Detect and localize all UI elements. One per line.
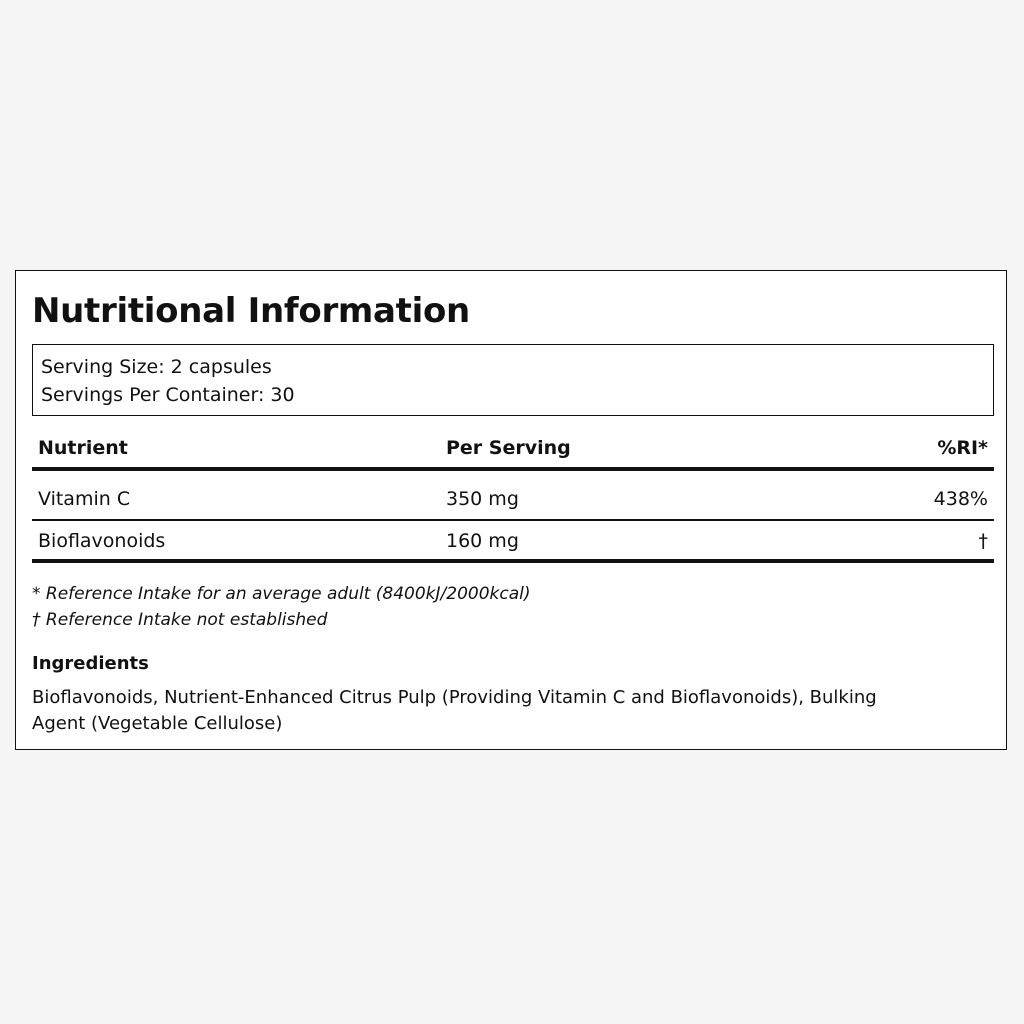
table-row [32,483,994,519]
serving-info-box [32,344,994,416]
nutrient-amount: 160 mg [446,529,519,552]
servings-per-container: Servings Per Container: 30 [41,384,295,406]
table-header-row [32,431,994,467]
header-ri: %RI* [937,437,988,459]
nutrient-table [32,431,994,563]
header-nutrient: Nutrient [38,437,128,459]
nutrient-amount: 350 mg [446,488,519,510]
nutrient-ri: † [978,529,988,552]
ingredients-heading: Ingredients [32,653,149,674]
footnotes [32,581,531,633]
ingredients-text: Bioflavonoids, Nutrient-Enhanced Citrus Pulp (Providing Vitamin C and Bioflavonoids), Bulking Agent (Vegetable Cellulose) [32,687,877,734]
serving-size: Serving Size: 2 capsules [41,356,272,378]
nutrition-panel [15,270,1007,750]
footnote-ri-not-established: † Reference Intake not established [32,610,328,630]
footnote-ri-definition: * Reference Intake for an average adult (8400kJ/2000kcal) [32,584,531,604]
nutrient-name: Vitamin C [38,488,131,510]
nutrient-name: Bioflavonoids [38,529,166,552]
header-divider [32,467,994,471]
header-per-serving: Per Serving [446,437,571,459]
nutrient-ri: 438% [933,488,988,510]
table-row [32,521,994,559]
panel-title: Nutritional Information [32,291,470,331]
